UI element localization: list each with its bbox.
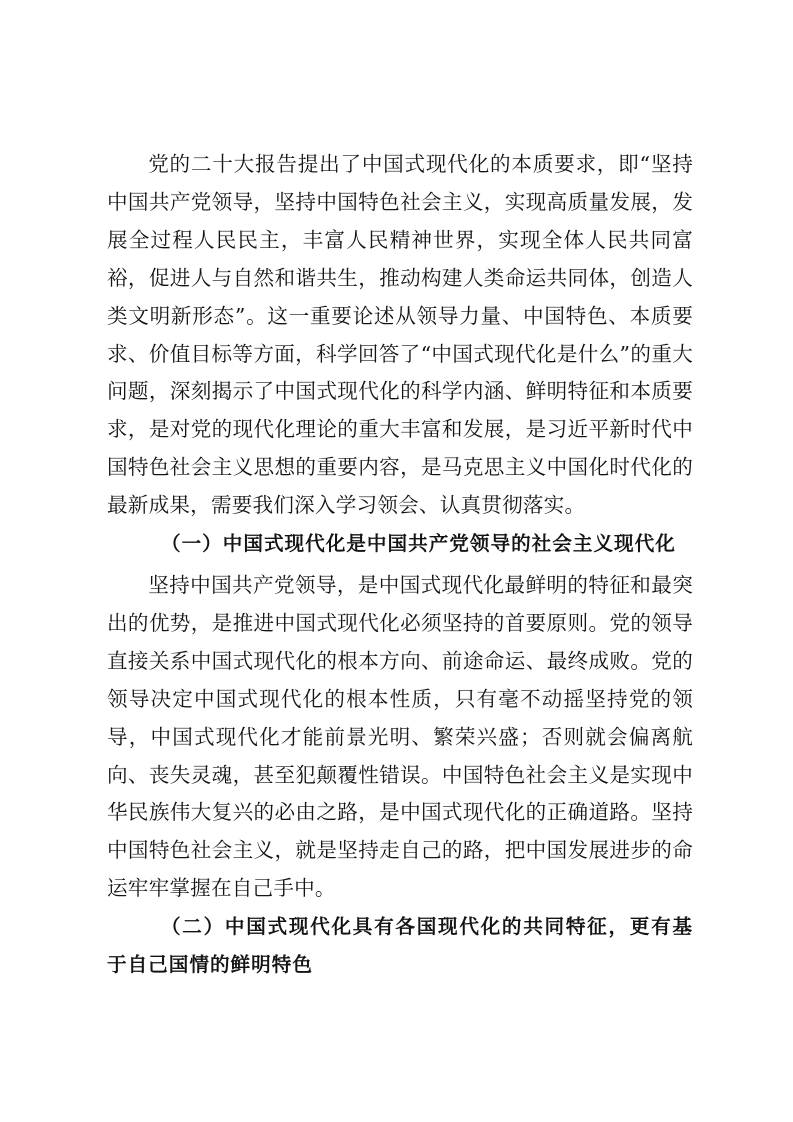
section-1-paragraph: 坚持中国共产党领导，是中国式现代化最鲜明的特征和最突出的优势，是推进中国式现代化必须坚持的首要原则。党的领导直接关系中国式现代化的根本方向、前途命运、最终成败。党的领导决定中国式现代化的根本性质，只有毫不动摇坚持党的领导，中国式现代化才能前景光明、繁荣兴盛；否则就会偏离航向、丧失灵魂，甚至犯颠覆性错误。中国特色社会主义是实现中华民族伟大复兴的必由之路，是中国式现代化的正确道路。坚持中国特色社会主义，就是坚持走自己的路，把中国发展进步的命运牢牢掌握在自己手中。 <box>107 572 693 901</box>
section-heading-2: （二）中国式现代化具有各国现代化的共同特征，更有基于自己国情的鲜明特色 <box>107 915 693 977</box>
document-body <box>107 146 693 984</box>
intro-paragraph: 党的二十大报告提出了中国式现代化的本质要求，即“坚持中国共产党领导，坚持中国特色社会主义，实现高质量发展，发展全过程人民民主，丰富人民精神世界，实现全体人民共同富裕，促进人与自然和谐共生，推动构建人类命运共同体，创造人类文明新形态”。这一重要论述从领导力量、中国特色、本质要求、价值目标等方面，科学回答了“中国式现代化是什么”的重大问题，深刻揭示了中国式现代化的科学内涵、鲜明特征和本质要求，是对党的现代化理论的重大丰富和发展，是习近平新时代中国特色社会主义思想的重要内容，是马克思主义中国化时代化的最新成果，需要我们深入学习领会、认真贯彻落实。 <box>107 152 693 518</box>
section-heading-1: （一）中国式现代化是中国共产党领导的社会主义现代化 <box>161 532 676 556</box>
